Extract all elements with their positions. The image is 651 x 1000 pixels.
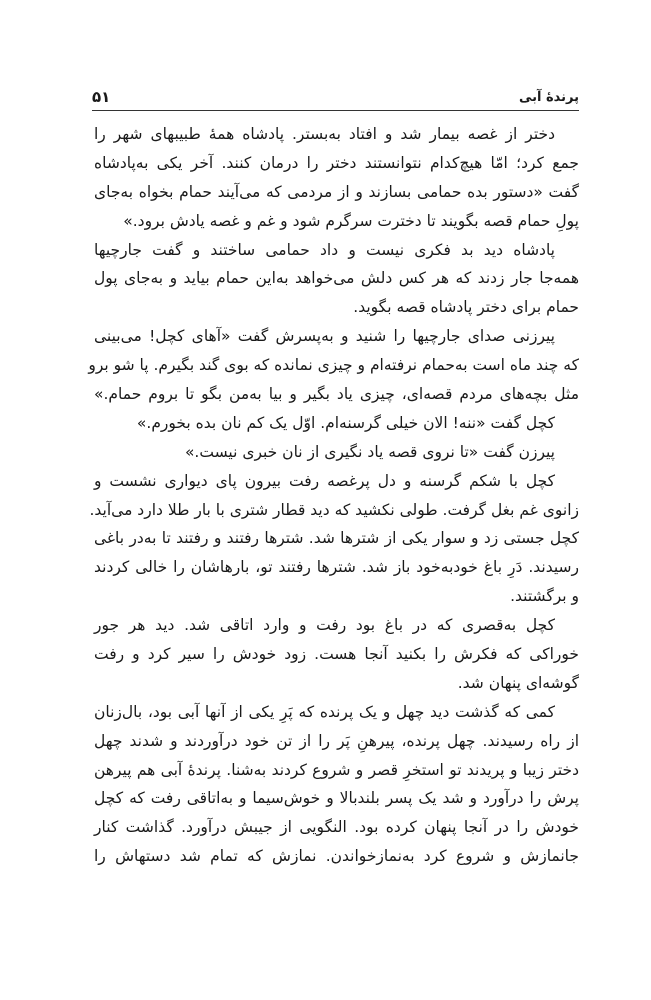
text-line: جمع کرد؛ امّا هیچ‌کدام نتوانستند دختر را درمان کنند. آخر یکی به‌پادشاه xyxy=(94,153,579,172)
text-line: مثل بچه‌های مردم قصه‌ای، چیزی یاد بگیر و بیا به‌من بگو تا بروم حمام.» xyxy=(94,385,579,404)
text-line: حمام برای دختر پادشاه قصه بگوید. xyxy=(353,298,579,317)
text-line: خوراکی که فکرش را بکنید آنجا هست. زود خودش را سیر کرد و رفت xyxy=(94,645,579,664)
text-line: پیرزنی صدای جارچیها را شنید و به‌پسرش گفت «آهای کچل! می‌بینی xyxy=(94,327,555,346)
text-line: کچل گفت «ننه! الان خیلی گرسنه‌ام. اوّل یک کم نان بده بخورم.» xyxy=(136,413,555,432)
text-line: پیرزن گفت «تا نروی قصه یاد نگیری از نان خبری نیست.» xyxy=(184,442,555,461)
text-line: و برگشتند. xyxy=(510,587,579,606)
text-line: زانوی غم بغل گرفت. طولی نکشید که دید قطار شتری با بار طلا دارد می‌آید. xyxy=(89,500,579,519)
running-header xyxy=(92,88,579,111)
text-line: از راه رسیدند. چهل پرنده، پیرهنِ پَر را از تن خود درآوردند و شدند چهل xyxy=(94,731,579,750)
text-line: که چند ماه است به‌حمام نرفته‌ام و چیزی نمانده که بوی گند بگیرم. پا شو برو xyxy=(88,356,579,375)
text-line: دختر از غصه بیمار شد و افتاد به‌بستر. پادشاه همهٔ طبیبهای شهر را xyxy=(94,125,555,143)
page-number: ۵۱ xyxy=(92,88,111,106)
text-line: پرش را درآورد و شد یک پسر بلندبالا و خوش‌سیما و به‌اتاقی رفت که کچل xyxy=(94,789,579,808)
text-line: کچل با شکم گرسنه و دل پرغصه رفت بیرون پای دیواری نشست و xyxy=(94,471,555,490)
text-line: کمی که گذشت دید چهل و یک پرنده که پَرِ یکی از آنها آبی بود، بال‌زنان xyxy=(94,702,555,721)
text-line: دختر زیبا و پریدند تو استخرِ قصر و شروع کردند به‌شنا. پرندهٔ آبی هم پیرهن xyxy=(94,760,579,779)
text-line: رسیدند. دَرِ باغ خودبه‌خود باز شد. شترها رفتند تو، بارهاشان را خالی کردند xyxy=(94,558,579,577)
text-line: کچل جستی زد و سوار یکی از شترها شد. شترها رفتند و رفتند تا به‌در باغی xyxy=(94,529,579,548)
text-line: خودش را در آنجا پنهان کرده بود. النگویی از جیبش درآورد. گذاشت کنار xyxy=(94,818,579,837)
text-line: پولِ حمام قصه بگویند تا دخترت سرگرم شود و غم و غصه یادش برود.» xyxy=(123,211,579,230)
text-line: کچل به‌قصری که در باغ بود رفت و وارد اتاقی شد. دید هر جور xyxy=(94,616,555,635)
page-body-text xyxy=(88,120,579,871)
text-line: همه‌جا جار زدند که هر کس دلش می‌خواهد به‌این حمام بیاید و به‌جای پول xyxy=(94,269,579,288)
text-line: پادشاه دید بد فکری نیست و داد حمامی ساختند و گفت جارچیها xyxy=(94,240,555,259)
text-line: گوشه‌ای پنهان شد. xyxy=(457,673,579,692)
book-title: پرندهٔ آبی xyxy=(518,90,579,105)
text-line: جانمازش و شروع کرد به‌نمازخواندن. نمازش که تمام شد دستهاش را xyxy=(94,847,579,866)
text-line: گفت «دستور بده حمامی بسازند و از مردمی که می‌آیند حمام بخواه به‌جای xyxy=(94,182,579,201)
